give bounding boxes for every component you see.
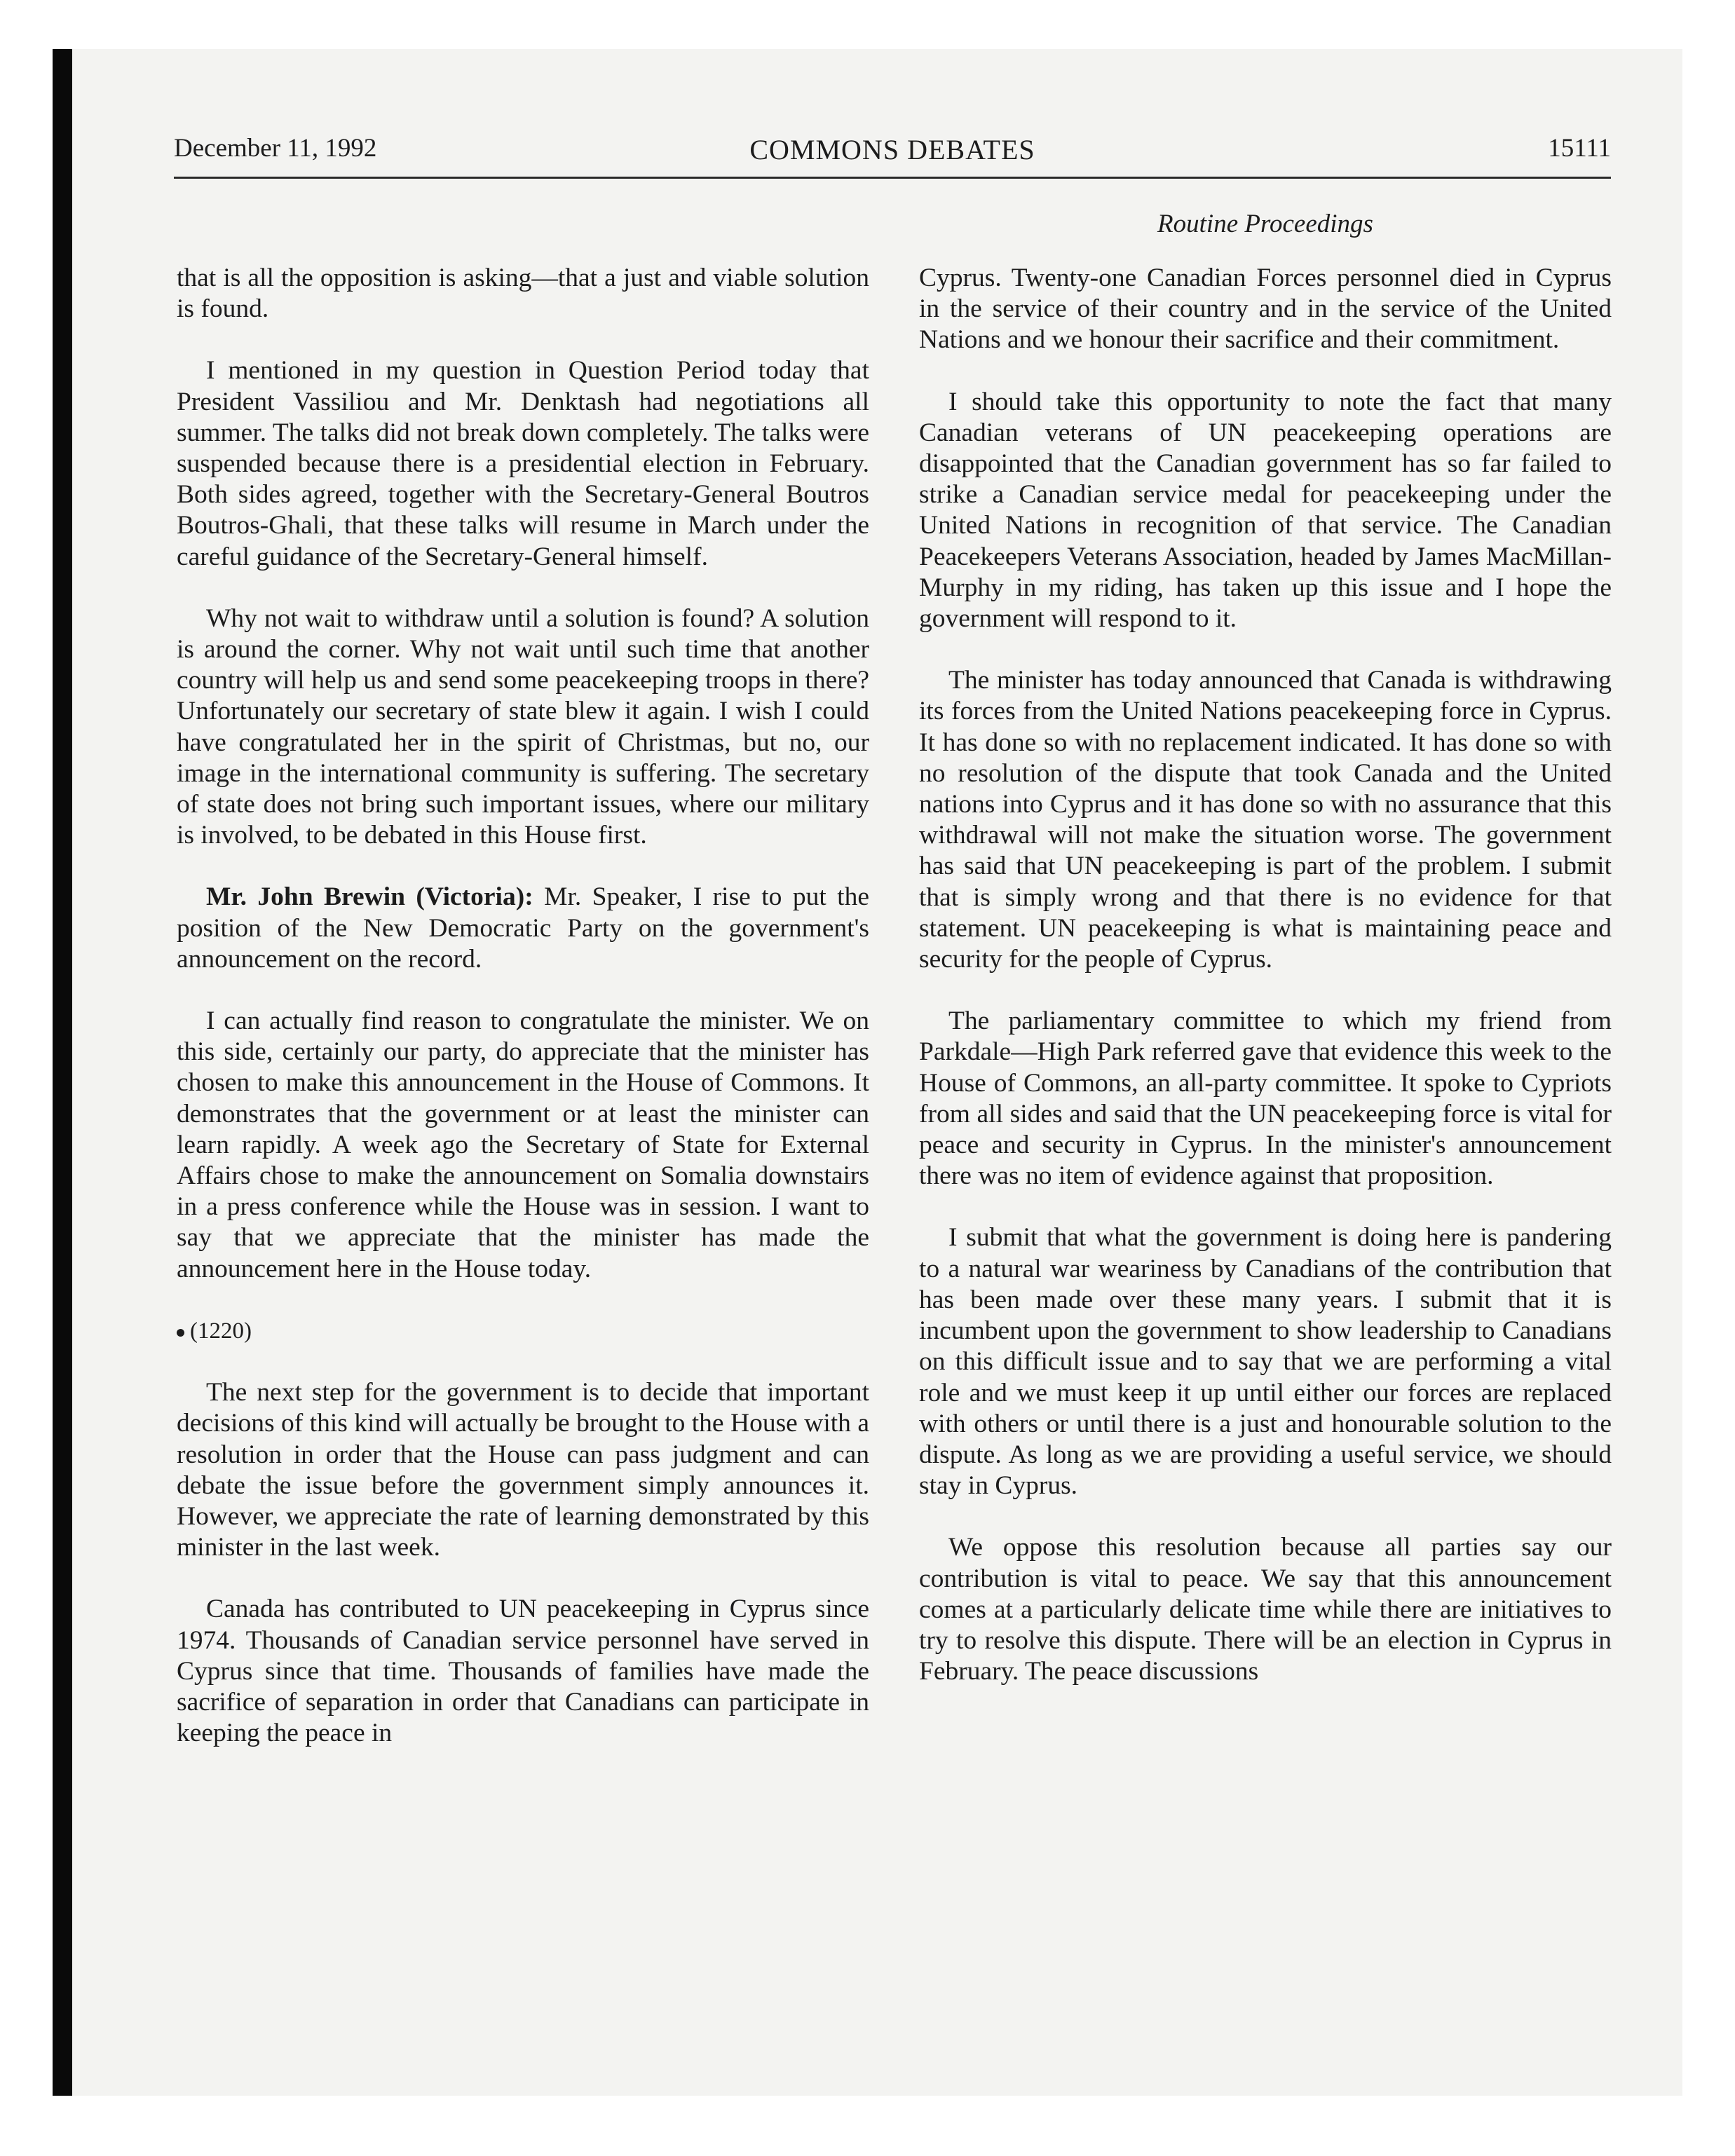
paragraph: The parliamentary committee to which my friend from Parkdale—High Park referred gave that evidence this week to the House of Commons, an all-party committee. It spoke to Cypriots from all sides and said that the UN peacekeeping force is vital for peace and security in Cyprus. In the minister's announcement there was no item of evidence against that proposition.: [919, 1007, 1612, 1191]
paragraph: I can actually find reason to congratulate the minister. We on this side, certainly our party, do appreciate that the minister has chosen to make this announcement in the House of Commons. It demonstrates that the government or at least the minister can learn rapidly. A week ago the Secretary of State for External Affairs chose to make the announcement on Somalia downstairs in a press conference while the House was in session. I want to say that we appreciate that the minister has made the announcement here in the House today.: [177, 1007, 869, 1283]
speaker-text: Mr. Speaker, I rise to put the position of the New Democratic Party on the government's announcement on the record.: [177, 882, 869, 974]
header-title: COMMONS DEBATES: [749, 134, 1035, 165]
paragraph: I submit that what the government is doing here is pandering to a natural war weariness by Canadians of the contribution that has been made over these many years. I submit that it is incumbent upon the government to show leadership to Canadians on this difficult issue and to say that we are performing a vital role and we must keep it up until either our forces are replaced with others or until there is a just and honourable solution to the dispute. As long as we are providing a useful service, we should stay in Cyprus.: [919, 1223, 1612, 1501]
paragraph: We oppose this resolution because all parties say our contribution is vital to peace. We say that this announcement comes at a particularly delicate time while there are initiatives to try to resolve this dispute. There will be an election in Cyprus in February. The peace discussions: [919, 1533, 1612, 1686]
left-column: [177, 263, 869, 1780]
paragraph: Cyprus. Twenty-one Canadian Forces personnel died in Cyprus in the service of their country and in the service of the United Nations and we honour their sacrifice and their commitment.: [919, 264, 1612, 355]
bullet-icon: [177, 1329, 184, 1337]
scan-edge-bar: [53, 49, 72, 2096]
paragraph: The next step for the government is to decide that important decisions of this kind will actually be brought to the House with a resolution in order that the House can pass judgment and can debate the issue before the government simply announces it. However, we appreciate the rate of learning demonstrated by this minister in the last week.: [177, 1378, 869, 1562]
header-date: December 11, 1992: [174, 134, 377, 163]
section-label: Routine Proceedings: [1157, 210, 1373, 238]
time-marker: [177, 1316, 869, 1346]
paragraph: Why not wait to withdraw until a solution is found? A solution is around the corner. Why not wait until such time that another country will help us and send some peacekeeping troops in there? Unfortunately our secretary of state blew it again. I wish I could have congratulated her in the spirit of Christmas, but no, our image in the international community is suffering. The secretary of state does not bring such important issues, where our military is involved, to be debated in this House first.: [177, 603, 869, 850]
paragraph: I should take this opportunity to note the fact that many Canadian veterans of UN peacekeeping operations are disappointed that the Canadian government has so far failed to strike a Canadian service medal for peacekeeping under the United Nations in recognition of that service. The Canadian Peacekeepers Veterans Association, headed by James MacMillan-Murphy in my riding, has taken up this issue and I hope the government will respond to it.: [919, 387, 1612, 634]
running-header: [174, 133, 1611, 179]
paragraph: that is all the opposition is asking—that a just and viable solution is found.: [177, 264, 869, 324]
speaker-paragraph: [177, 882, 869, 975]
paragraph: I mentioned in my question in Question Period today that President Vassiliou and Mr. Denktash had negotiations all summer. The talks did not break down completely. The talks were suspended because there is a presidential election in February. Both sides agreed, together with the Secretary-General Boutros Boutros-Ghali, that these talks will resume in March under the careful guidance of the Secretary-General himself.: [177, 356, 869, 571]
page-number: 15111: [1548, 134, 1611, 163]
paragraph: Canada has contributed to UN peacekeeping in Cyprus since 1974. Thousands of Canadian service personnel have served in Cyprus since that time. Thousands of families have made the sacrifice of separation in order that Canadians can participate in keeping the peace in: [177, 1595, 869, 1748]
right-column: [919, 263, 1612, 1718]
paragraph: The minister has today announced that Canada is withdrawing its forces from the United Nations peacekeeping force in Cyprus. It has done so with no replacement indicated. It has done so with no resolution of the dispute that took Canada and the United nations into Cyprus and it has done so with no assurance that this withdrawal will not make the situation worse. The government has said that UN peacekeeping is part of the problem. I submit that is simply wrong and that there is no evidence for that statement. UN peacekeeping is what is maintaining peace and security for the people of Cyprus.: [919, 666, 1612, 974]
speaker-name: Mr. John Brewin (Victoria):: [206, 882, 533, 912]
time-marker-text: (1220): [190, 1318, 252, 1344]
